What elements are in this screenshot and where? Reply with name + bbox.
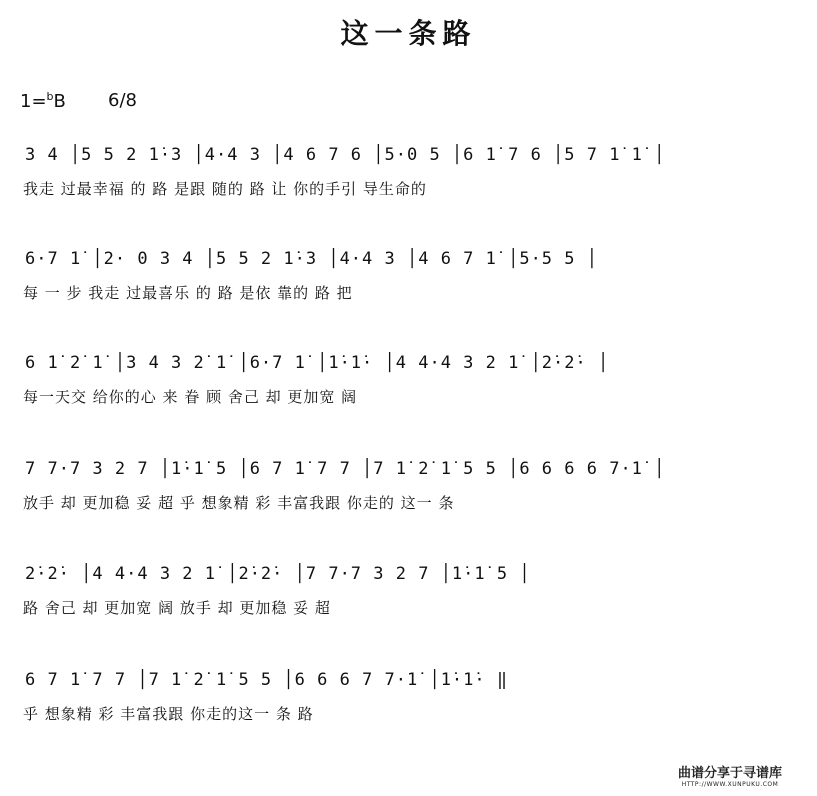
notation-line: 7 7·7 3 2 7 │1̇·1̇ 5 │6 7 1̇ 7 7 │7 1̇ 2̇ 1̇ 5 5 │6 6 6 6 7·1̇ │: [25, 459, 666, 479]
notation-line: 6·7 1̇ │2· 0 3 4 │5 5 2 1̇·3 │4·4 3 │4 6 7 1̇ │5·5 5 │: [25, 249, 598, 269]
key-signature: [20, 90, 66, 112]
lyrics-line: 路 舍己 却 更加宽 阔 放手 却 更加稳 妥 超: [23, 599, 331, 617]
lyrics-line: 乎 想象精 彩 丰富我跟 你走的这一 条 路: [23, 705, 314, 723]
lyrics-line: 放手 却 更加稳 妥 超 乎 想象精 彩 丰富我跟 你走的 这一 条: [23, 494, 455, 512]
flat-sign: b: [46, 90, 54, 103]
key-note: B: [53, 91, 66, 112]
notation-line: 6 7 1̇ 7 7 │7 1̇ 2̇ 1̇ 5 5 │6 6 6 7 7·1̇ │1̇·1̇· ‖: [25, 670, 509, 690]
notation-line: 6 1̇ 2̇ 1̇ │3 4 3 2̇ 1̇ │6·7 1̇ │1̇·1̇· │4 4·4 3 2 1̇ │2̇·2̇· │: [25, 353, 610, 373]
watermark: [660, 762, 800, 788]
watermark-url: HTTP://WWW.XUNPUKU.COM: [681, 781, 779, 788]
lyrics-line: 我走 过最幸福 的 路 是跟 随的 路 让 你的手引 导生命的: [23, 180, 427, 198]
song-title: 这一条路: [340, 17, 477, 50]
notation-line: 3 4 │5 5 2 1̇·3 │4·4 3 │4 6 7 6 │5·0 5 │6 1̇ 7 6 │5 7 1̇ 1̇ │: [25, 145, 666, 165]
key-prefix: 1=: [20, 91, 47, 112]
notation-line: 2̇·2̇· │4 4·4 3 2 1̇ │2̇·2̇· │7 7·7 3 2 7 │1̇·1̇ 5 │: [25, 564, 531, 584]
lyrics-line: 每一天交 给你的心 来 眷 顾 舍己 却 更加宽 阔: [23, 388, 358, 406]
lyrics-line: 每 一 步 我走 过最喜乐 的 路 是依 靠的 路 把: [23, 284, 353, 302]
watermark-text: 曲谱分享于寻谱库: [677, 766, 782, 781]
time-signature: 6/8: [108, 90, 137, 111]
